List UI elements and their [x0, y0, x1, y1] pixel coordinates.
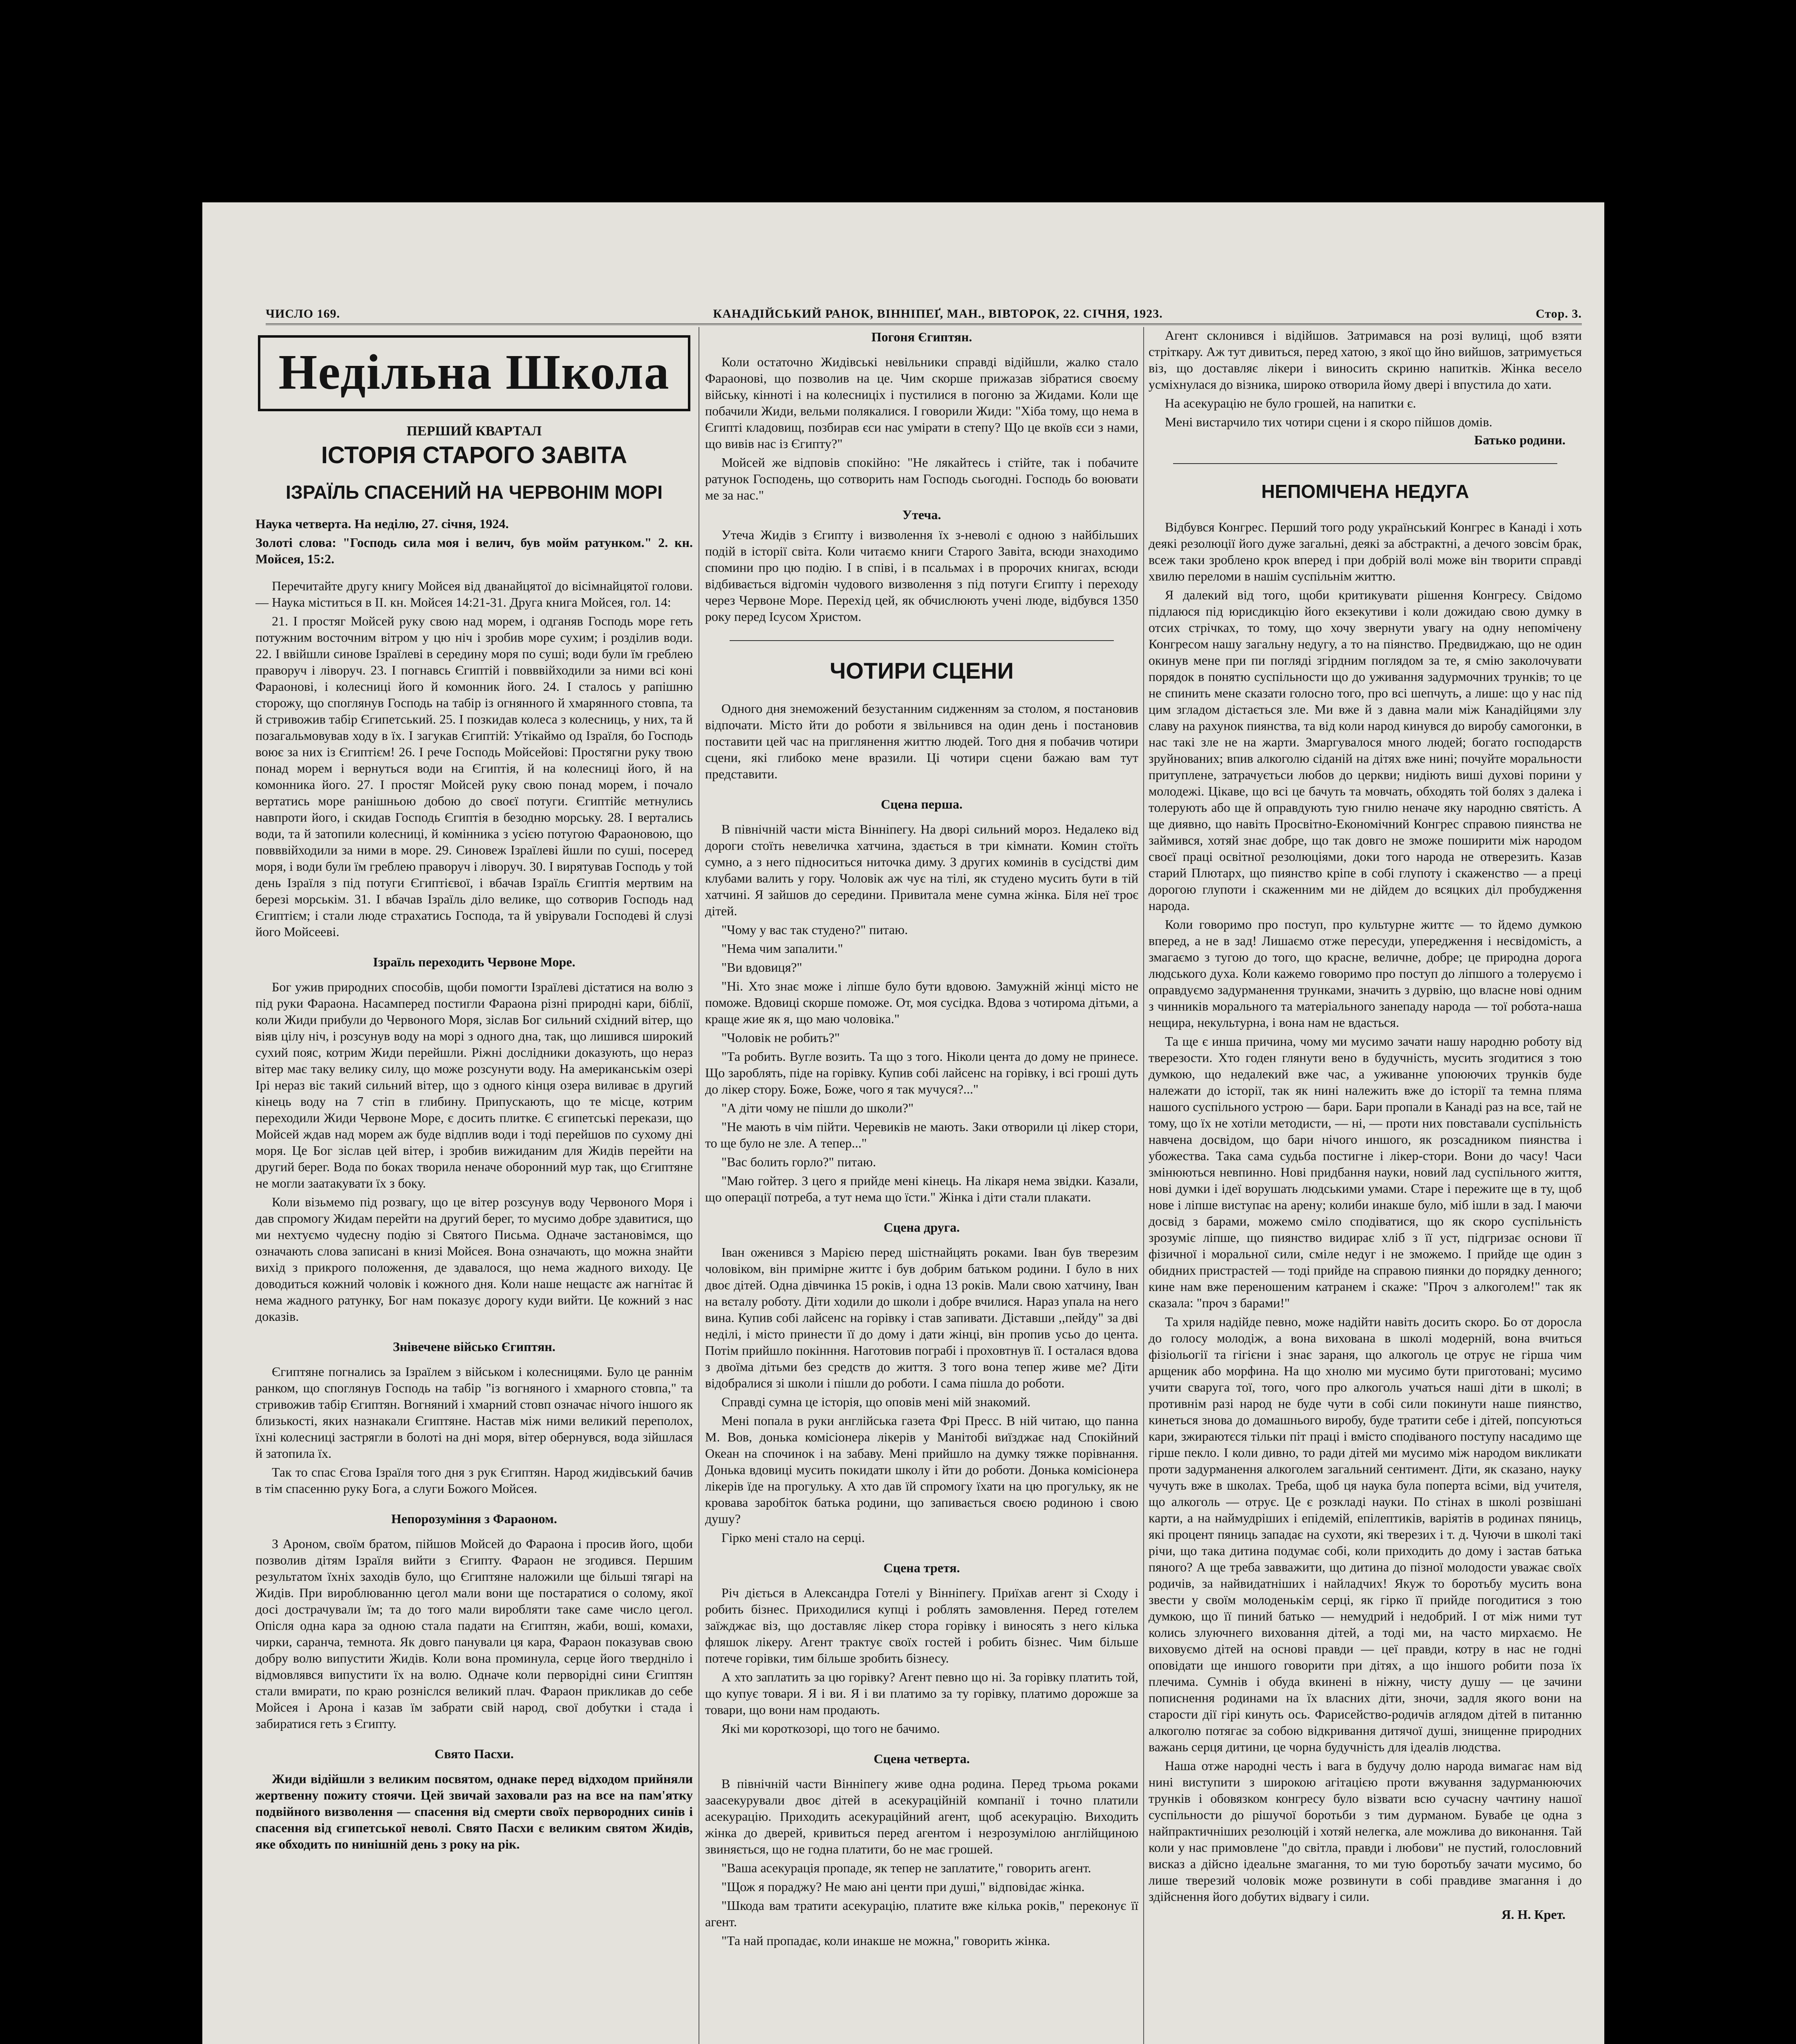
paragraph: "Ви вдовиця?" [721, 960, 802, 975]
paragraph: "Шкода вам тратити асекурацію, платите вже кілька років," переконує її агент. [705, 1898, 1138, 1929]
section-heading: Непорозуміння з Фараоном. [391, 1511, 557, 1526]
paragraph: "А діти чому не пішли до школи?" [721, 1100, 914, 1115]
paragraph: "Ні. Хто знає може і ліпше було бути вдовою. Замужній жінці місто не поможе. Вдовиці скорше поможе. От, моя сусідка. Вдова з чотирома дітьми, а краще жие як я, що маю чоловіка." [705, 979, 1138, 1026]
divider [1173, 463, 1557, 464]
paragraph: А хто заплатить за цю горівку? Агент певно що ні. За горівку платить той, що купує товари. Я і ви. Я і ви платимо за ту горівку, платимо дорожше за товари, що вони нам продають. [705, 1670, 1138, 1717]
paragraph: Я далекий від того, щоби критикувати рішення Конгресу. Свідомо підлаюся під юрисдикцію його екзекутиви і коли дожидаю свою думку в отсих стрічках, то тому, що хочу звернути увагу на одну непомічену Конгресом нашу загальну недугу, а то на пiянство. Предвиджаю, що не один окинув мене при пи погляді згірдним поглядом за те, я смію заколочувати порядок в понятю суспільности що до уживання задурмочних трунків; то це не спинить мене сказати голосно того, про всі шепчуть, а лише: що у нас під цим згладом дістається зле. Ми вже й з давна мали між Канадійцями злу славу на рахунок пиянства, та від коли народ кинувся до виробу самогонки, в нас такі зле не на жарти. Змаргувалося много людей; богато господарств зруйнованих; впив алкоголю сіданій на дітях вже нині; почуйте моральности притуплене, затрачуєтьси любов до церкви; нидіють виші духові порини у молодежі. Цікаве, що всі це бачуть та мовчать, обходять той болях з далека і толерують або ще й оправдують тую гнилю неначе яку народню святість. А ще диявно, що навіть Просвітно-Економічний Конгрес справою пиянства не займився, хотяй знає добре, що так довго не зможе поширити між народом своєї праці освітної резолюціями, доки того народа не отверезить. Казав старий Плютарх, що пиянство кріпе в собі глупоту і скаженство — а преці дорогою глупоти і скаженним ми не дійдем до всяцких діл пробудження народа. [1149, 587, 1582, 913]
paragraph: В північній части міста Вінніпегу. На дворі сильний мороз. Недалеко від дороги стоїть невеличка хатчина, здається в три кімнати. Комин стоїть сумно, а з него підноситься ниточка диму. З других коминів в сусідстві дим клубами валить у гору. Чоловік аж чує на тілі, як студено мусить бути в тій хатчині. Я зайшов до середини. Привитала мене сумна жінка. Біля неї троє дітей. [705, 822, 1138, 918]
series-title: ІСТОРІЯ СТАРОГО ЗАВІТА [321, 442, 627, 468]
column-1 [255, 327, 693, 2044]
paragraph: "Вас болить горло?" питаю. [721, 1154, 876, 1169]
paragraph: Та хриля надійде певно, може надійти навіть досить скоро. Бо от доросла до голосу молодіж, а вона вихована в школі модерній, вона вчиться фізіольогії та гігієни і знає зараня, що алкоголь це отрує не гірша чим арщеник або морфина. На що хнолю ми мусимо бути приготовані; мусимо учити сваруга тої, того, чого про алкоголь учаться наші діти в школі; в противнім разі народ не буде чути в собі сили покинути наше пиянство, кинеться знова до домашнього виробу, буде тратити себе і дітей, попсуються кари, зжираютєся тільки піт праці і вмісто сподіваного поступу насадимо ще гірше пекло. І коли дивно, то ради дітей ми мусимо між народом викликати проти задурманення алкоголем загальний сентимент. Діти, як сказано, науку чучуть вже в школах. Треба, щоб ця наука була поперта всіми, від учителя, що алкоголь — отрує. Це є розкладі науки. По стінах в школі розвішані карти, а на наймудріших і епідемій, епілептиків, варіятів в родинах пяниць, які процент пяниць западає на сухоти, які тверезих і т. д. Чуючи в школі такі річи, що така дитина подумає собі, коли приходить до дому і застав батька пяного? А ще треба завважити, що дитина до пізної молодости уважає своїх родичів, за найвидатніших і найладчих! Якуж то боротьбу мусить вона звести у своїм молоденькім серці, як гірко її прийде погодитися з тою думкою, що її пиний батько — немудрий і недобрий. І от між ними тут колись злуючнего виховання дітей, а тоді ми, на часто мирхаємо. Не виховуємо дітей на основі правди — цеї правди, котру в нас не годні оповідати ще иншого говорити при дітях, а що іншого робити поза їх плечима. Сумнів і обуда вкинені в ніжну, чисту душу — це зачини пописнення родинами на їх власних діти, зночи, задля якого вони на старости дії гірі кинуть ось. Фарисейство-родичів аглядом дітей в питанню алкоголю потягає за собою відкривання дитячої душі, знищенне природних важань серця дитини, це чорна будучність для ідеалів людства. [1149, 1314, 1582, 1754]
paragraph: Утеча Жидів з Єгипту і визволення їх з-неволі є одною з найбільших подій в історії світа. Коли читаємо книги Старого Завіта, всюди знаходимо спомини про цю подію. І в співі, і в псальмах і в пророчих книгах, всюди відбивається відгомін чудового визволення з під потуги Єгипту і переходу через Червоне Море. Перехід цей, як обчислюють учені люде, відбувся 1350 року перед Ісусом Христом. [705, 527, 1138, 624]
lesson-title: ІЗРАЇЛЬ СПАСЕНИЙ НА ЧЕРВОНІМ МОРІ [285, 482, 663, 503]
paragraph: Наша отже народні честь і вага в будучу долю народа вимагає нам від нині виступити з широкою агітацією проти вжування задурманюючих трунків і обовязком конгресу було візвати всю сучасну чачтину нашої суспільности до рішучої боротьби з тим дурманом. Бувабе це одна з найпрактичніших резолюцій і хотяй нелегка, але можлива до виконання. Тай коли у нас примовлене "до світла, правди і любови" не пустий, голословний висказ а дійсно ідеальне змагання, то ми тую боротьбу зачати мусимо, бо лише тверезий чоловік може розвинути в собі правдиве змагання і до здійснення його добутих відвагу і сили. [1149, 1758, 1582, 1904]
section-heading: Утеча. [902, 507, 941, 522]
column-3 [1149, 327, 1582, 2044]
column-rule [1143, 327, 1144, 2044]
sunday-school-masthead: Недільна Школа [258, 335, 690, 411]
paragraph: Відбувся Конгрес. Перший того роду український Конгрес в Канаді і хоть деякі резолюції його дуже загальні, деякі за абстрактні, а дечого зовсім брак, всеж таки зроблено крок вперед і при добрій волі може він творити справді хвилю переломи в нашім суспільнім життю. [1149, 520, 1582, 583]
paragraph: Мені попала в руки англійська газета Фрі Пресс. В ній читаю, що панна М. Вов, донька комісіонера лікерів у Манітобі виїзджає над Спокійний Океан на спочинок і на забаву. Мені прийшло на думку тяжке порівнання. Донька вдовиці мусить покидати школу і йти до роботи. Донька комісіонера лікерів їде на прогульку. А хто дав їй спромогу їхати на цю прогульку, як не кровава заробіток батька родини, що запивається своєю родиною і свою душу? [705, 1413, 1138, 1526]
story-signature: Батько родини. [1474, 433, 1565, 447]
paragraph: "Чому у вас так студено?" питаю. [721, 922, 908, 937]
paragraph: Мойсей же відповів спокійно: "Не лякайтесь і стійте, так і побачите ратунок Господень, що сотворить нам Господь сьогодні. Господь бо воювати ме за нас." [705, 455, 1138, 502]
paragraph: Бог ужив природних способів, щоби помогти Ізраїлеві дістатися на волю з під руки Фараона. Насамперед постигли Фараона різні природні кари, біблії, коли Жиди прибули до Червоного Моря, зіслав Бог сильний східний вітер, що віяв цілу ніч, і розсунув воду на морі з одного дна, так, що лишився широкий сухий пояс, котрим Жиди перейшли. Ріжні дослідники доказують, що нераз вітер має таку велику силу, що може розсунути воду. На американськім озері Ірі нераз віє такий сильний вітер, що з одного кінця озера виливає в другий кінець воду на 7 стіп в глибину. Припускають, що те місце, котрим переходили Жиди Червоне Море, є досить плитке. Є єгипетські перекази, що Мойсей ждав над морем аж буде відплив води і тоді перейшов по сухому дні моря. Це Бог зіслав цей вітер, і зробив вижиданим для Жидів перейти на другий берег. Вода по боках творила неначе оборонний мур так, що Єгиптяне не могли заатакувати їх з боку. [255, 979, 693, 1190]
lesson-date: Наука четверта. На неділю, 27. січня, 1924. [255, 516, 509, 531]
paragraph: Річ діється в Александра Готелі у Вінніпегу. Приїхав агент зі Сходу і робить бізнес. Приходилися купці і роблять замовлення. Перед готелем заїжджає віз, що доставляє лікер стора горівку і виносять з него кілька фляшок лікеру. Агент трактує своїх гостей і робить бізнес. Чим більше потече горівки, тим більше зробить бізнесу. [705, 1585, 1138, 1665]
paragraph: Та ще є инша причина, чому ми мусимо зачати нашу народню роботу від тверезости. Хто годен глянути вено в будучність, мусить згодитися з тою думкою, що недалекий вже час, а уживанне упоюючих трунків буде належати до історії, так як нині належить вже до історії та темна пляма нашого суспільного устрою — бари. Бари пропали в Канаді раз на все, тай не тому, що їх не хотіли методисти, — ні, — проти них повставали суспільність навчена досвідом, що бари нічого иншого, як розсадником пиянства і убожества. Така сама судьба постигне і лікер-стори. Вони до часу! Часи змінюються невпинно. Нові придбання науки, новий лад суспільного життя, нові думки і ідеї ворушать людськими умами. Старе і пережите ще в ту, щоб нове і ліпше виступає на арену; колиби инакше було, міб ішли в зад. І маючи досвід з барами, можемо сміло сподіватися, що як скоро суспільність зрозуміє ліпше, що пиянство видирає хліб з її уст, підгризає основи її фізичної і моральної сили, сміле недуг і не зможемо. І прийде ще один з обидних пристрастей — тоді прийде на справою пиянки до порядку денного; кине нам вже переношеним катранем і скаже: "Проч з алкоголем!" так як сказала: "проч з барами!" [1149, 1034, 1582, 1310]
scene-heading: Сцена перша. [881, 797, 963, 811]
paragraph: "Чоловік не робить?" [721, 1030, 840, 1045]
paragraph: Коли візьмемо під розвагу, що це вітер розсунув воду Червоного Моря і дав спромогу Жидам перейти на другий берег, то мусимо добре здавитися, що ми нехтуємо чудесну подію зі Святого Письма. Одначе застановімся, що означають слова записані в книзі Мойсея. Вона означають, що можна знайти вихід з прикрого положення, де здавалося, що нема жадного виходу. Це доводиться кожний чоловік і кожного дня. Коли наше нещастє аж нагнітає й нема жадного ратунку, Бог нам показує дорогу куди вийти. Це кожний з нас доказів. [255, 1195, 693, 1324]
scripture-text: 21. І простяг Мойсей руку свою над морем, і одганяв Господь море геть потужним восточним вітром у цю ніч і зробив море сухим; і розділив води. 22. І ввійшли синове Ізраїлеві в середину моря по суші; води були їм греблею праворуч і ліворуч. 23. І погнавсь Єгиптій і повввійходили за ними всі коні Фараонові, і колесниці його й комонник його. 24. І сталось у рапішню сторожу, що споглянув Господь на табір із огнянного й хмарянного стовпа, та й стривожив табір Єгипетський. 25. І позкидав колеса з колесниць, у них, та й позагальмовував ходу в їх. І загукав Єгиптій: Утікаймо од Ізраїля, бо Господь воює за них із Єгиптієм! 26. І рече Господь Мойсейові: Простягни руку твою понад морем і вернуться води на Єгиптія, й на колесниці його, й на комонника його. 27. І простяг Мойсей руку свою понад морем, і почало вертатись море ранішньою добою до своєї потуги. Єгиптійє метнулись навпроти його, і скидав Господь Єгиптія в безодню морську. 28. І вертались води, та й затопили колесниці, й комінника з усією потугою Фараоновою, що повввійходили за ними в море. 29. Синовеж Ізраїлеві йшли по суші, посеред моря, і води були їм греблею праворуч і ліворуч. 30. І вирятував Господь у той день Ізраїля з під потуги Єгиптієвої, і вбачав Ізраїль Єгиптія мертвим на березі морськім. 31. І вбачав Ізраїль діло велике, що сотворив Господь над Єгиптієм; і стали люде страхатись Господа, та й увірували Господеві й слузі його Мойсееві. [255, 614, 693, 939]
section-heading: Свято Пасхи. [434, 1746, 514, 1761]
paragraph: Коли говоримо про поступ, про культурне життє — то йдемо думкою вперед, а не в зад! Лишаємо отже пересуди, упередження і несвідомість, а змагаємо з тугою до того, що красне, величне, добре; це природна дорога людського духа. Коли кажемо говоримо про поступ до ліпшого а толеруємо і оправдуємо задурманення трунками, значить з дурвію, що власне нові одним з чинників морального та матеріального занепаду народа — тої робота-наша нещира, некультурна, і вона нам не вдасться. [1149, 917, 1582, 1030]
paragraph: Коли остаточно Жидівські невільники справді відійшли, жалко стало Фараонові, що позволив на це. Чим скорше прижазав зібратися своєму війську, кінноті і на колесниціх і пустилися в погоню за Жидами. Коли ще побачили Жиди, вельми полякалися. І говорили Жиди: "Хіба тому, що нема в Єгипті кладовищ, позбирав єси нас умірати в степу? Що це вкоїв єси з нами, що вивів нас із Єгипту?" [705, 354, 1138, 451]
paragraph: В північній части Вінніпегу живе одна родина. Перед трьома роками заасекурували двоє дітей в асекураційній компанії і точно платили асекурацію. Приходить асекураційний агент, щоб асекурацію. Виходить жінка до дверей, кривиться перед агентом і незрозумілою англійщиною звиняється, що не годна платити, бо не має грошей. [705, 1776, 1138, 1856]
paragraph: "Не мають в чім пійти. Черевиків не мають. Заки отворили ці лікер стори, то ще було не зле. А тепер..." [705, 1119, 1138, 1150]
paragraph: "Маю гойтер. З цего я прийде мені кінець. На лікаря нема звідки. Казали, що операції потреба, а тут нема що їсти." Жінка і діти стали плакати. [705, 1173, 1138, 1204]
newspaper-page [202, 202, 1604, 2044]
lesson-intro: Перечитайте другу книгу Мойсея від дванайцятої до вісімнайцятої голови. — Наука міститься в ІІ. кн. Мойсея 14:21-31. Друга книга Мойсея, гол. 14: [255, 578, 693, 610]
page-header [266, 305, 1582, 325]
golden-words: Золоті слова: "Господь сила моя і велич, був мойм ратунком." 2. кн. Мойсея, 15:2. [255, 535, 693, 566]
paragraph: "Щож я пораджу? Не маю ані центи при душі," відповідає жінка. [721, 1879, 1085, 1894]
column-2 [705, 327, 1138, 2044]
paragraph: Гірко мені стало на серці. [721, 1530, 865, 1545]
essay-signature: Я. Н. Крет. [1501, 1907, 1565, 1922]
section-heading: Знівечене військо Єгиптян. [393, 1339, 555, 1354]
paragraph: Агент склонився і відійшов. Затримався на розі вулиці, щоб взяти стріткару. Аж тут дивиться, перед хатою, з якої що йно вийшов, затримується віз, що доставляє лікери і виносить скриню напитків. Жінка весело усміхнулася до візника, широко отворила йому двері і впустила до хати. [1149, 328, 1582, 392]
lesson-info [255, 515, 693, 567]
paragraph: "Та най пропадає, коли инакше не можна," говорить жінка. [721, 1933, 1050, 1948]
paragraph: Єгиптяне погнались за Ізраїлем з військом і колесницями. Було це раннім ранком, що споглянув Господь на табір "із вогняного і хмарного стовпа," та стривожив табір Єгиптян. Вогняний і хмарний стовп означає нічого іншого як близькості, яких назнакали Єгиптяне. Настав між ними великий переполох, їхні колесниці застрягли в болоті на дні моря, вітер обернувся, вода зійшлася й затопила їх. [255, 1364, 693, 1461]
divider [730, 640, 1114, 641]
quarter-label: ПЕРШИЙ КВАРТАЛ [406, 424, 542, 439]
section-heading: Ізраїль переходить Червоне Море. [373, 955, 576, 969]
dateline: КАНАДІЙСЬКИЙ РАНОК, ВІННІПЕҐ, МАН., ВІВТОРОК, 22. СІЧНЯ, 1923. [713, 307, 1163, 320]
paragraph: Які ми короткозорі, що того не бачимо. [721, 1721, 940, 1736]
paragraph: "Нема чим запалити." [721, 941, 843, 956]
paragraph: Жиди відійшли з великим посвятом, однаке перед відходом прийняли жертвенну пожиту стоячи. Цей звичай заховали раз на все на пам'ятку подвійного визволення — спасення від смерти своїх первородних синів і спасення від єгипетської неволі. Свято Пасхи є великим святом Жидів, яке обходить по нинішній день з року на рік. [255, 1771, 693, 1851]
paragraph: Мені вистарчило тих чотири сцени і я скоро пійшов домів. [1165, 415, 1492, 429]
section-heading: Погоня Єгиптян. [871, 329, 972, 344]
paragraph: На асекурацію не було грошей, на напитки є. [1165, 396, 1416, 410]
paragraph: З Ароном, своїм братом, пійшов Мойсей до Фараона і просив його, щоби позволив дітям Ізраїля вийти з Єгипту. Фараон не згодився. Першим результатом їхніх заходів було, що Єгиптяне наложили ще більші тягарі на Жидів. При вироблюванню цегол мали вони ще постаратися о солому, якої досі дострачували їм; та до того мали виробляти таке саме число цегол. Опісля одна кара за одною стала падати на Єгиптян, жаби, воші, комахи, чирки, саранча, темнота. Як довго панували ця кара, Фараон показував свою добру волю випустити Жидів. Коли вона проминула, серце його твердніло і відмовлявся випустити їх на волю. Одначе коли перворідні сини Єгиптян стали вмирати, по краю розніслся великий плач. Фараон прикликав до себе Мойсея і Арона і казав їм забрати свій народ, свої добутки і стада і забиратися геть з Єгипту. [255, 1536, 693, 1731]
paragraph: "Та робить. Вугле возить. Та що з того. Ніколи цента до дому не принесе. Що зароблять, піде на горівку. Купив собі лайсенс на горівку, і всі гроші дуть до лікер стору. Боже, Боже, чого я так мучуся?..." [705, 1049, 1138, 1096]
page-number: Стор. 3. [1536, 307, 1582, 320]
paragraph: Справді сумна це історія, що оповів мені мій знакомий. [721, 1394, 1031, 1409]
paragraph: Так то спас Єгова Ізраїля того дня з рук Єгиптян. Народ жидівський бачив в тім спасенню руку Бога, а слуги Божого Мойсея. [255, 1465, 693, 1496]
issue-number: ЧИСЛО 169. [266, 307, 340, 320]
paragraph: "Ваша асекурація пропаде, як тепер не заплатите," говорить агент. [721, 1860, 1091, 1875]
paragraph: Одного дня знеможений безустанним сидженням за столом, я постановив відпочати. Місто йти до роботи я звільнився на один день і постановив поставити цей час на приглянення життю людей. Того дня я побачив чотири сцени, які глибоко мене вразили. Ці чотири сцени бажаю вам тут представити. [705, 701, 1138, 781]
essay-title: НЕПОМІЧЕНА НЕДУГА [1261, 481, 1469, 502]
story-title: ЧОТИРИ СЦЕНИ [830, 658, 1014, 684]
paragraph: Іван оженився з Марією перед шістнайцять роками. Іван був тверезим чоловіком, він примірне життє і був добрим батьком родини. І було в них двоє дітей. Одна дівчинка 15 років, і одна 13 років. Мали свою хатчину, Іван на вєталу роботу. Діти ходили до школи і добре вчилися. Нараз упала на него вина. Купив собі лайсенс на горівку і став запивати. Діставши ,,пейду" за дві неділі, і місто принести її до дому і дати жінці, він пропив усьо до цента. Потім прийшло покінння. Наготовив пограбі і проховтнув її. І осталася вдова з двоїма дітьми без средств до життя. З того вона тепер живе ме? Діти відобралися зі школи і пішли до роботи. І сама пішла до роботи. [705, 1245, 1138, 1390]
scene-heading: Сцена друга. [883, 1220, 960, 1235]
scene-heading: Сцена третя. [883, 1560, 960, 1575]
scene-heading: Сцена четверта. [873, 1751, 970, 1766]
